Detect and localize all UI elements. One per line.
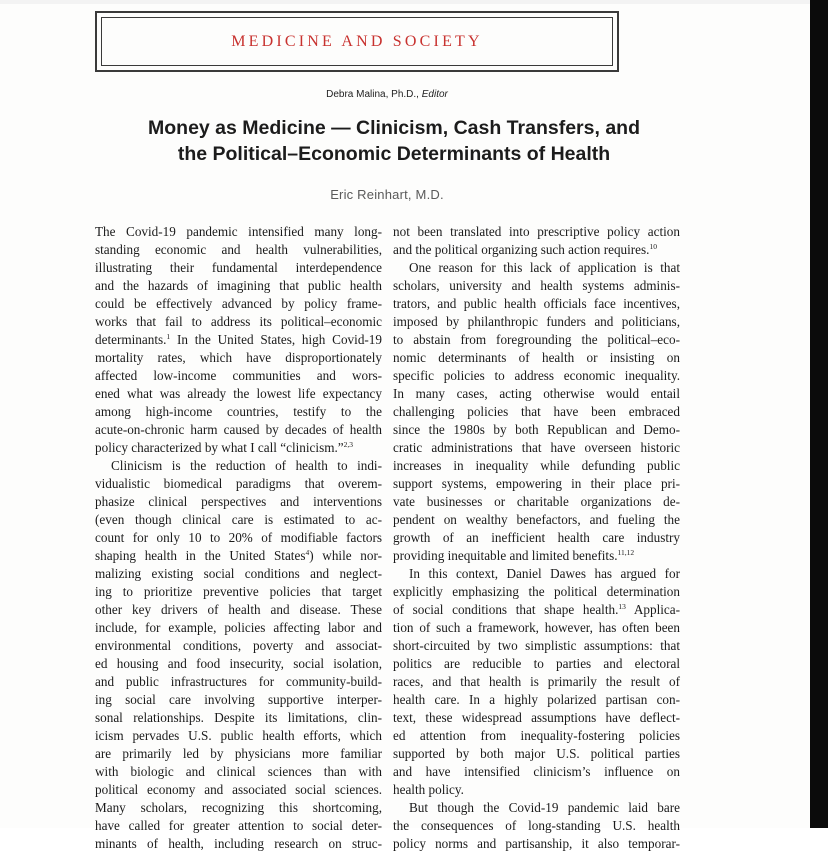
line-text: growth of an inefficient health care industry [393, 530, 680, 545]
text-line [95, 763, 382, 781]
text-line [393, 223, 680, 241]
line-text: policy norms and partisanship, it also temporar- [393, 836, 680, 851]
text-line [393, 403, 680, 421]
reference-superscript: 2,3 [343, 440, 353, 449]
reference-superscript: 11,12 [617, 548, 635, 557]
line-text: have called for greater attention to social deter- [95, 818, 382, 833]
text-line [95, 439, 382, 457]
line-text: acute-on-chronic harm caused by decades of health [95, 422, 382, 437]
text-line [393, 673, 680, 691]
section-name: MEDICINE AND SOCIETY [231, 32, 483, 50]
reference-superscript: 13 [618, 602, 626, 611]
text-line [95, 295, 382, 313]
text-line [393, 727, 680, 745]
line-text: minants of health, including research on struc- [95, 836, 382, 851]
text-line [393, 259, 680, 277]
text-line [393, 421, 680, 439]
text-line [95, 349, 382, 367]
line-text: affected low-income communities and wors- [95, 368, 382, 383]
text-line [95, 277, 382, 295]
line-text: vate businesses or charitable organizations de- [393, 494, 680, 509]
line-text: and the political organizing such action requires. [393, 242, 650, 257]
line-text: and have intensified clinicism’s influence on [393, 764, 680, 779]
line-text: ed attention from inequality-fostering policies [393, 728, 680, 743]
line-text: mortality rates, which have disproportionately [95, 350, 382, 365]
text-line [95, 637, 382, 655]
line-text: shaping health in the United States [95, 548, 306, 563]
line-text: In this context, Daniel Dawes has argued for [409, 566, 680, 581]
line-text: health policy. [393, 782, 464, 797]
text-line [393, 637, 680, 655]
line-text: political economy and associated social sciences. [95, 782, 382, 797]
section-header-inner-frame [101, 17, 613, 66]
text-line [95, 673, 382, 691]
text-line [393, 745, 680, 763]
text-line [393, 439, 680, 457]
text-line [393, 367, 680, 385]
line-text: The Covid-19 pandemic intensified many long- [95, 224, 382, 239]
left-text-column [95, 223, 382, 853]
text-line [95, 565, 382, 583]
text-line [393, 835, 680, 853]
text-line [95, 493, 382, 511]
text-line [393, 691, 680, 709]
line-text-continued: ) while nor- [309, 548, 382, 563]
text-line [95, 547, 382, 565]
text-line [393, 349, 680, 367]
text-line [393, 457, 680, 475]
text-line [393, 619, 680, 637]
line-text: Many scholars, recognizing this shortcoming, [95, 800, 382, 815]
line-text: races, and that health is primarily the result of [393, 674, 680, 689]
line-text: short-circuited by two simplistic assumptions: that [393, 638, 680, 653]
line-text: (even though clinical care is estimated to ac- [95, 512, 382, 527]
editor-role: Editor [421, 89, 448, 100]
line-text: support systems, empowering in their place pri- [393, 476, 680, 491]
line-text: trators, and public health officials face incentives, [393, 296, 680, 311]
text-line [393, 529, 680, 547]
line-text: Clinicism is the reduction of health to indi- [111, 458, 382, 473]
reference-superscript: 10 [649, 242, 657, 251]
text-line [393, 763, 680, 781]
line-text: and the hazards of imagining that public health [95, 278, 382, 293]
section-header-box [95, 11, 619, 72]
text-line [95, 655, 382, 673]
line-text: providing inequitable and limited benefits. [393, 548, 618, 563]
line-text: not been translated into prescriptive policy action [393, 224, 680, 239]
line-text: illustrating their fundamental interdependence [95, 260, 382, 275]
line-text: determinants. [95, 332, 167, 347]
text-line [393, 331, 680, 349]
text-line [393, 241, 680, 259]
text-line [95, 727, 382, 745]
line-text: imposed by philanthropic funders and politicians, [393, 314, 680, 329]
line-text: other key drivers of health and disease. These [95, 602, 382, 617]
text-line [95, 781, 382, 799]
reference-superscript: 4 [305, 548, 310, 557]
line-text: policy characterized by what I call “clinicism.” [95, 440, 344, 455]
text-line [393, 313, 680, 331]
text-line [95, 745, 382, 763]
text-line [95, 457, 382, 475]
line-text: increases in inequality while defunding public [393, 458, 680, 473]
text-line [95, 799, 382, 817]
line-text: pendent on wealthy benefactors, and fueling the [393, 512, 680, 527]
text-line [393, 601, 680, 619]
editor-credit [0, 89, 774, 100]
text-line [95, 331, 382, 349]
line-text: But though the Covid-19 pandemic laid bare [409, 800, 680, 815]
text-line [95, 817, 382, 835]
title-line: the Political–Economic Determinants of Health [177, 143, 611, 165]
text-line [95, 583, 382, 601]
title-line: Money as Medicine — Clinicism, Cash Transfers, and [148, 117, 640, 139]
text-line [393, 709, 680, 727]
right-text-column [393, 223, 680, 853]
line-text: icism pervades U.S. public health efforts, which [95, 728, 382, 743]
text-line [393, 781, 680, 799]
line-text: text, these widespread assumptions have deflect- [393, 710, 680, 725]
line-text: tion of such a framework, however, has often been [393, 620, 680, 635]
line-text: vidualistic biomedical paradigms that overem- [95, 476, 382, 491]
text-line [95, 313, 382, 331]
line-text: since the 1980s by both Republican and Demo- [393, 422, 680, 437]
text-line [95, 835, 382, 853]
line-text: ing to prioritize preventive policies that target [95, 584, 382, 599]
line-text: supported by both major U.S. political parties [393, 746, 680, 761]
line-text: to abstain from foregrounding the political–eco- [393, 332, 680, 347]
text-line [393, 565, 680, 583]
text-line [393, 655, 680, 673]
line-text: count for only 10 to 20% of modifiable factors [95, 530, 382, 545]
text-line [393, 511, 680, 529]
line-text: malizing existing social conditions and neglect- [95, 566, 382, 581]
text-line [95, 259, 382, 277]
text-line [95, 475, 382, 493]
text-line [393, 475, 680, 493]
text-line [393, 817, 680, 835]
line-text-continued: In the United States, high Covid-19 [170, 332, 382, 347]
text-line [95, 601, 382, 619]
line-text: environmental conditions, poverty and associat- [95, 638, 382, 653]
line-text: scholars, university and health systems adminis- [393, 278, 680, 293]
line-text: standing economic and health vulnerabilities, [95, 242, 382, 257]
line-text: ing social care involving supportive interper- [95, 692, 382, 707]
text-line [95, 691, 382, 709]
line-text: In many cases, acting otherwise would entail [393, 386, 680, 401]
line-text: the consequences of long-standing U.S. health [393, 818, 680, 833]
line-text: specific policies to address economic inequality. [393, 368, 680, 383]
text-line [95, 709, 382, 727]
author-byline: Eric Reinhart, M.D. [330, 187, 444, 202]
line-text: ened what was already the lowest life expectancy [95, 386, 382, 401]
line-text: politics are reducible to parties and electoral [393, 656, 680, 671]
line-text: and public infrastructures for community-build- [95, 674, 382, 689]
text-line [393, 799, 680, 817]
line-text: could be effectively advanced by policy frame- [95, 296, 382, 311]
line-text: health care. In a highly polarized partisan con- [393, 692, 680, 707]
text-line [393, 385, 680, 403]
text-line [393, 277, 680, 295]
text-line [95, 529, 382, 547]
editor-name: Debra Malina, Ph.D., [326, 89, 422, 100]
right-dark-border [810, 0, 828, 828]
text-line [95, 223, 382, 241]
text-line [393, 295, 680, 313]
line-text: are primarily led by physicians more familiar [95, 746, 382, 761]
line-text: among high-income countries, testify to the [95, 404, 382, 419]
line-text: of social conditions that shape health. [393, 602, 619, 617]
line-text: with biologic and clinical sciences than with [95, 764, 382, 779]
line-text: phasize clinical perspectives and interventions [95, 494, 382, 509]
text-line [393, 547, 680, 565]
text-line [393, 583, 680, 601]
line-text: sonal relationships. Despite its limitations, clin- [95, 710, 382, 725]
text-line [95, 511, 382, 529]
line-text: nomic determinants of health or insisting on [393, 350, 680, 365]
text-line [95, 241, 382, 259]
line-text: works that fail to address its political–economic [95, 314, 382, 329]
text-line [95, 403, 382, 421]
line-text: cratic administrations that have overseen historic [393, 440, 680, 455]
top-edge [0, 0, 828, 4]
line-text: explicitly emphasizing the political determination [393, 584, 680, 599]
text-line [95, 619, 382, 637]
line-text-continued: Applica- [625, 602, 680, 617]
text-line [95, 385, 382, 403]
text-line [95, 367, 382, 385]
text-line [393, 493, 680, 511]
line-text: include, for example, policies affecting labor and [95, 620, 382, 635]
line-text: One reason for this lack of application is that [409, 260, 680, 275]
line-text: ed housing and food insecurity, social isolation, [95, 656, 382, 671]
article-title [100, 115, 688, 167]
reference-superscript: 1 [166, 332, 171, 341]
text-line [95, 421, 382, 439]
line-text: challenging policies that have been embraced [393, 404, 680, 419]
